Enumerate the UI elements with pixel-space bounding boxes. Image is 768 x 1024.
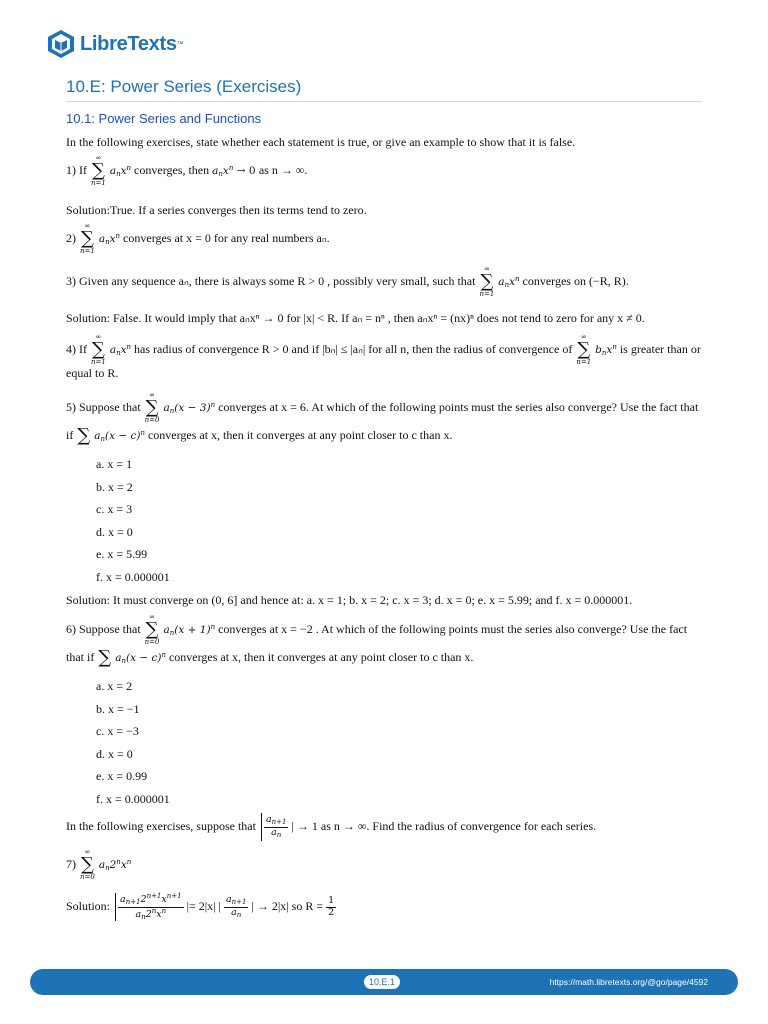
page-url-link[interactable]: https://math.libretexts.org/@go/page/4592 <box>549 977 708 987</box>
option-item: c. x = 3 <box>96 502 133 517</box>
q5-tail: converges at x, then it converges at any point closer to c than x. <box>147 428 453 442</box>
q1-tail: as n → ∞. <box>258 162 308 177</box>
page-number-badge: 10.E.1 <box>364 975 400 989</box>
q6-prefix: 6) Suppose that <box>66 621 141 636</box>
ratio-prefix: In the following exercises, suppose that <box>66 818 256 833</box>
q6-tail: converges at x, then it converges at any point closer to c than x. <box>168 650 474 664</box>
option-item: d. x = 0 <box>96 746 133 761</box>
q1-prefix: 1) If <box>66 162 87 177</box>
sol7-mid: |= 2|x| | <box>186 898 221 913</box>
sigma-symbol: ∞ ∑ n=1 <box>91 154 106 187</box>
sigma-symbol: ∑ <box>98 647 112 669</box>
question-6: 6) Suppose that ∞ ∑ n=0 $a_n(x + 1)^n$ converges at x = −2 . At which of the following points must the series also converge? Use the fact that if ∑ $a_n(x - c)^n$ converges at x, then it converges at any point closer to c than x. <box>66 613 688 669</box>
question-5: 5) Suppose that ∞ ∑ n=0 $a_n(x - 3)^n$ converges at x = 6. At which of the following points must the series also converge? Use the fact that if ∑ $a_n(x - c)^n$ converges at x, then it converges at any point closer to c than x. <box>66 391 699 447</box>
solution-7: Solution: $\frac{a_{n+1}2^{n+1}x^{n+1}}{a_n2^nx^n}$ |= 2|x| | $\frac{a_{n+1}}{a_n}$ | → 2|x| so R = $\frac{1}{2}$ <box>66 892 335 921</box>
option-item: b. x = −1 <box>96 701 140 716</box>
q2-prefix: 2) <box>66 230 76 245</box>
sigma-symbol: ∞ ∑ n=1 <box>576 333 592 366</box>
q1-mid: converges, then <box>134 162 210 177</box>
sigma-symbol: ∞ ∑ n=0 <box>80 848 95 881</box>
solution-1: Solution:True. If a series converges then its terms tend to zero. <box>66 203 367 217</box>
sigma-symbol: ∞ ∑ n=1 <box>91 333 106 366</box>
sigma-symbol: ∞ ∑ n=0 <box>144 391 160 424</box>
option-item: e. x = 0.99 <box>96 769 148 784</box>
libretexts-logo[interactable] <box>46 27 184 61</box>
option-item: f. x = 0.000001 <box>96 569 170 584</box>
section-title: 10.1: Power Series and Functions <box>66 111 262 126</box>
sigma-symbol: ∞ ∑ n=0 <box>144 613 160 646</box>
option-item: d. x = 0 <box>96 524 133 539</box>
option-item: e. x = 5.99 <box>96 547 148 562</box>
q5-options <box>66 457 170 593</box>
option-item: b. x = 2 <box>96 479 133 494</box>
ratio-instructions: In the following exercises, suppose that $\frac{a_{n+1}}{a_n}$ | → 1 as n → ∞. Find the radius of convergence for each series. <box>66 813 596 841</box>
logo-text: LibreTexts <box>80 32 177 55</box>
page-footer <box>30 969 738 995</box>
solution-5: Solution: It must converge on (0, 6] and hence at: a. x = 1; b. x = 2; c. x = 3; d. x = 0; e. x = 5.99; and f. x = 0.000001. <box>66 593 633 607</box>
q5-prefix: 5) Suppose that <box>66 399 141 414</box>
q3-text: 3) Given any sequence aₙ, there is always some R > 0 , possibly very small, such that <box>66 273 476 288</box>
sigma-symbol: ∑ <box>77 425 91 447</box>
question-3: 3) Given any sequence aₙ, there is always some R > 0 , possibly very small, such that ∞ ∑ n=1 $a_nx^n$ converges on (−R, R). <box>66 265 629 298</box>
q4-tail: is greater than or equal to R. <box>66 341 701 380</box>
q6-options <box>66 679 170 815</box>
solution-3: Solution: False. It would imply that aₙxⁿ → 0 for |x| < R. If aₙ = nⁿ , then aₙxⁿ = (nx)ⁿ does not tend to zero for any x ≠ 0. <box>66 311 645 325</box>
question-4: 4) If ∞ ∑ n=1 $a_nx^n$ has radius of convergence R > 0 and if |bₙ| ≤ |aₙ| for all n, then the radius of convergence of ∞ ∑ n=1 $b_nx^n$ is greater than or equal to R. <box>66 333 701 380</box>
sigma-symbol: ∞ ∑ n=1 <box>80 222 95 255</box>
option-item: f. x = 0.000001 <box>96 791 170 806</box>
question-1: 1) If ∞ ∑ n=1 $a_nx^n$ converges, then $a_nx^n \to 0$ as n → ∞. <box>66 154 308 187</box>
q5-mid: converges at x = 6. At which of the following points must the series also converge? Use the fact that if <box>66 399 699 442</box>
q6-mid: converges at x = −2 . At which of the following points must the series also converge? Use the fact that if <box>66 621 688 664</box>
title-divider <box>66 101 702 102</box>
q7-prefix: 7) <box>66 856 76 871</box>
option-item: a. x = 1 <box>96 457 133 471</box>
intro-text: In the following exercises, state whether each statement is true, or give an example to show that it is false. <box>66 135 576 149</box>
logo-trademark: ™ <box>176 40 184 48</box>
sigma-symbol: ∞ ∑ n=1 <box>479 265 495 298</box>
option-item: a. x = 2 <box>96 679 133 693</box>
q4-mid: has radius of convergence R > 0 and if |bₙ| ≤ |aₙ| for all n, then the radius of convergence of <box>134 341 573 356</box>
libretexts-book-icon <box>46 29 76 59</box>
question-2: 2) ∞ ∑ n=1 $a_nx^n$ converges at x = 0 for any real numbers aₙ. <box>66 222 330 255</box>
option-item: c. x = −3 <box>96 724 139 739</box>
page-title: 10.E: Power Series (Exercises) <box>66 77 302 96</box>
q3-tail: converges on (−R, R). <box>522 273 629 288</box>
question-7: 7) ∞ ∑ n=0 $a_n2^nx^n$ <box>66 848 132 881</box>
q4-prefix: 4) If <box>66 341 87 356</box>
sol7-tail: | → 2|x| so R = <box>251 898 324 913</box>
ratio-tail: | → 1 as n → ∞. Find the radius of convergence for each series. <box>291 818 597 833</box>
q2-tail: converges at x = 0 for any real numbers aₙ. <box>123 230 330 245</box>
sol7-prefix: Solution: <box>66 898 111 913</box>
